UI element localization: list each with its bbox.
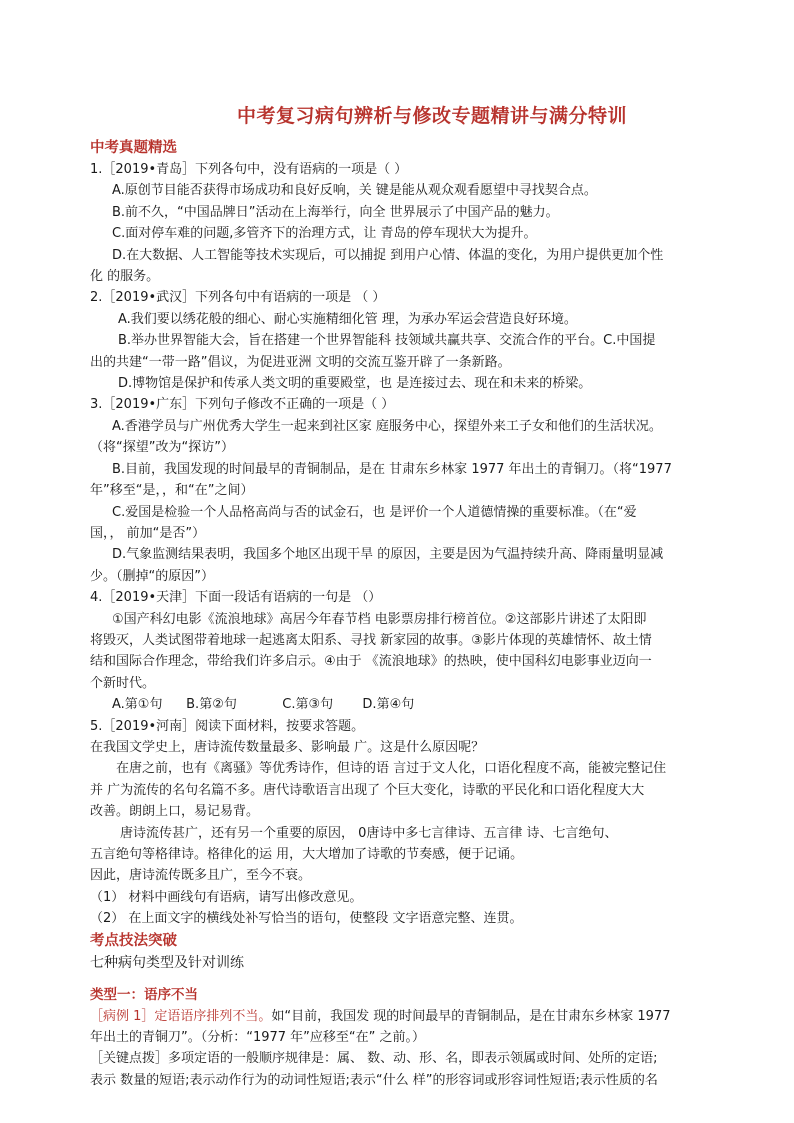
passage-line: 并 广为流传的名句名篇不多。唐代诗歌语言出现了 个巨大变化，诗歌的平民化和口语化程度大大	[90, 782, 645, 798]
type-heading: 类型一：语序不当	[90, 986, 198, 1003]
example-line: 年出土的青铜刀”。（分析：“1977 年”应移至“在” 之前。）	[90, 1030, 426, 1046]
option-d: D.气象监测结果表明，我国多个地区出现干旱 的原因，主要是因为气温持续升高、降雨量明显减	[112, 547, 664, 563]
spacer	[90, 974, 706, 984]
question-stem: 1.［2019•青岛］下列各句中，没有语病的一项是（ ）	[90, 162, 408, 177]
question-stem: 3.［2019•广东］下列句子修改不正确的一项是（ ）	[90, 397, 395, 413]
document-body	[90, 137, 706, 1091]
example-text: 如“目前，我国发 现的时间最早的青铜制品，是在甘肃东乡林家 1977	[271, 1008, 671, 1024]
option-b: B.第②句	[186, 697, 237, 713]
passage-line: 五言绝句等格律诗。格律化的运 用，大大增加了诗歌的节奏感，便于记诵。	[90, 847, 524, 862]
key-point-line: ［关键点拨］多项定语的一般顺序规律是：属、 数、动、形、名，即表示领属或时间、处所的定语;	[90, 1051, 658, 1067]
section-heading: 考点技法突破	[90, 932, 177, 949]
option-row	[90, 694, 706, 715]
option-d: D.在大数据、人工智能等技术实现后，可以捕捉 到用户心情、体温的变化，为用户提供更加个性	[112, 247, 664, 263]
option-c: C.爱国是检验一个人品格高尚与否的试金石，也 是评价一个人道德情操的重要标准。（在“爱	[112, 504, 637, 520]
sub-question-1: （1） 材料中画线句有语病，请写出修改意见。	[90, 889, 363, 905]
option-a: A.香港学员与广州优秀大学生一起来到社区家 庭服务中心，探望外来工子女和他们的生活状况。	[112, 418, 662, 434]
passage-line: 在唐之前，也有《离骚》等优秀诗作，但诗的语 言过于文人化，口语化程度不高，能被完整记住	[116, 761, 667, 777]
option-b: B.举办世界智能大会，旨在搭建一个世界智能科 技领域共赢共享、交流合作的平台。C.中国提	[118, 333, 656, 349]
section-heading: 中考真题精选	[90, 140, 177, 156]
passage-line: 唐诗流传甚广，还有另一个重要的原因， 0唐诗中多七言律诗、五言律 诗、七言绝句、	[120, 825, 618, 841]
example-line	[90, 1006, 706, 1027]
passage-line: 改善。朗朗上口，易记易背。	[90, 804, 260, 820]
question-stem: 2.［2019•武汉］下列各句中有语病的一项是 （ ）	[90, 290, 386, 306]
passage-line: 在我国文学史上，唐诗流传数量最多、影响最 广。这是什么原因呢？	[90, 739, 485, 755]
passage-line: 将毁灭，人类试图带着地球一起逃离太阳系、寻找 新家园的故事。③影片体现的英雄情怀、故土情	[90, 632, 652, 648]
example-tag: ［病例 1］定语语序排列不当。	[90, 1008, 272, 1024]
key-point-line: 表示 数量的短语;表示动作行为的动词性短语;表示“什么 样”的形容词或形容词性短语;表示性质的名	[90, 1072, 658, 1088]
question-stem: 4.［2019•天津］下面一段话有语病的一句是 （）	[90, 590, 382, 606]
passage-line: 个新时代。	[90, 675, 156, 691]
option-c: C.面对停车难的问题,多管齐下的治理方式，让 青岛的停车现状大为提升。	[112, 226, 537, 242]
option-d-continued: 化 的服务。	[90, 269, 160, 285]
option-d: D.第④句	[362, 697, 415, 713]
option-c: 出的共建“一带一路”倡议，为促进亚洲 文明的交流互鉴开辟了一条新路。	[90, 354, 511, 370]
passage-line: ①国产科幻电影《流浪地球》高居今年春节档 电影票房排行榜首位。②这部影片讲述了太阳即	[112, 611, 647, 627]
option-c-continued: 国，， 前加“是否”）	[90, 525, 206, 541]
option-d-continued: 少。（删掉“的原因”）	[90, 568, 214, 584]
section-subtitle: 七种病句类型及针对训练	[90, 954, 244, 971]
question-stem: 5.［2019•河南］阅读下面材料，按要求答题。	[90, 718, 365, 734]
option-b-continued: 年”移至“是，，和“在”之间）	[90, 483, 254, 499]
passage-line: 结和国际合作理念，带给我们许多启示。④由于 《流浪地球》的热映，使中国科幻电影事业迈向一	[90, 654, 652, 670]
option-b: B.前不久，“中国品牌日”活动在上海举行，向全 世界展示了中国产品的魅力。	[112, 204, 559, 220]
option-d: D.博物馆是保护和传承人类文明的重要殿堂，也 是连接过去、现在和未来的桥梁。	[118, 376, 592, 392]
option-c: C.第③句	[282, 697, 334, 713]
passage-line: 因此，唐诗流传既多且广，至今不衰。	[90, 868, 312, 884]
option-a: A.原创节目能否获得市场成功和良好反响，关 键是能从观众观看愿望中寻找契合点。	[112, 183, 597, 199]
option-b: B.目前，我国发现的时间最早的青铜制品，是在 甘肃东乡林家 1977 年出土的青铜刀。（将“1977	[112, 461, 672, 477]
document-title: 中考复习病句辨析与修改专题精讲与满分特训	[236, 105, 627, 127]
option-a: A.第①句	[112, 697, 163, 713]
option-a: A.我们要以绣花般的细心、耐心实施精细化管 理，为承办军运会营造良好环境。	[118, 311, 577, 327]
sub-question-2: （2） 在上面文字的横线处补写恰当的语句，使整段 文字语意完整、连贯。	[90, 911, 523, 927]
option-a-continued: （将“探望”改为“探访”）	[90, 440, 234, 456]
